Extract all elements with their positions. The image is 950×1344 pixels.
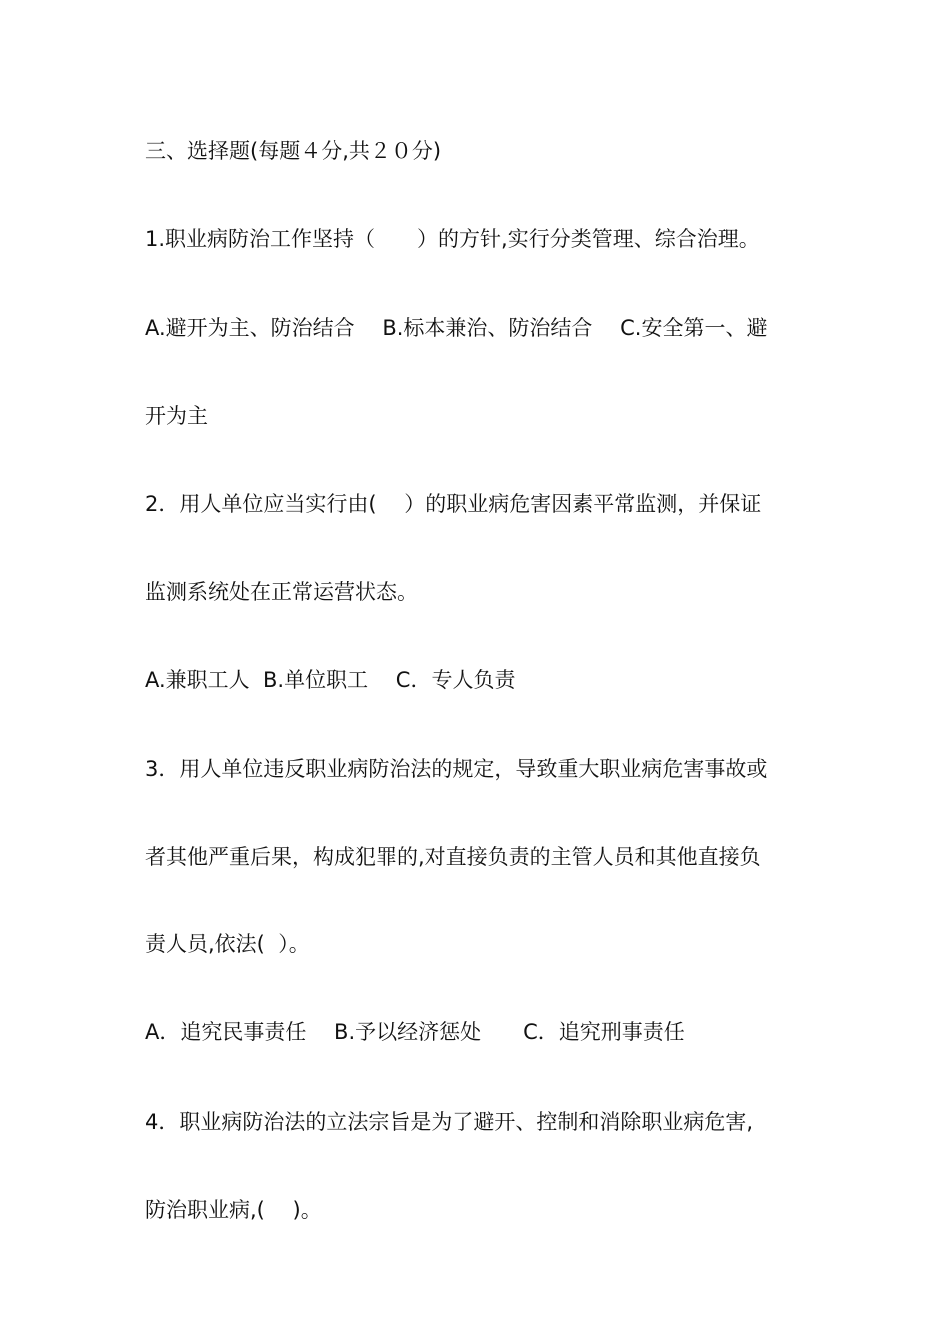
question-4-line-2: 防治职业病,( )。	[145, 1198, 322, 1222]
question-3-options-line-1: A．追究民事责任 B.予以经济惩处 C．追究刑事责任	[145, 1020, 685, 1044]
question-1-options-line-1: A.避开为主、防治结合 B.标本兼治、防治结合 C.安全第一、避	[145, 316, 768, 340]
question-4-line-1: 4．职业病防治法的立法宗旨是为了避开、控制和消除职业病危害,	[145, 1110, 754, 1134]
question-3-line-3: 责人员,依法( ）。	[145, 932, 310, 956]
question-1-options-line-2: 开为主	[145, 404, 208, 428]
question-3-line-2: 者其他严重后果，构成犯罪的,对直接负责的主管人员和其他直接负	[145, 845, 761, 869]
question-1-line-1: 1.职业病防治工作坚持（ ）的方针,实行分类管理、综合治理。	[145, 227, 760, 251]
question-2-line-1: 2．用人单位应当实行由( ）的职业病危害因素平常监测，并保证	[145, 492, 762, 516]
question-2-options-line-1: A.兼职工人 B.单位职工 C．专人负责	[145, 668, 516, 692]
question-2-line-2: 监测系统处在正常运营状态。	[145, 580, 418, 604]
section-title: 三、选择题(每题４分,共２０分)	[145, 139, 442, 163]
question-3-line-1: 3．用人单位违反职业病防治法的规定，导致重大职业病危害事故或	[145, 757, 768, 781]
